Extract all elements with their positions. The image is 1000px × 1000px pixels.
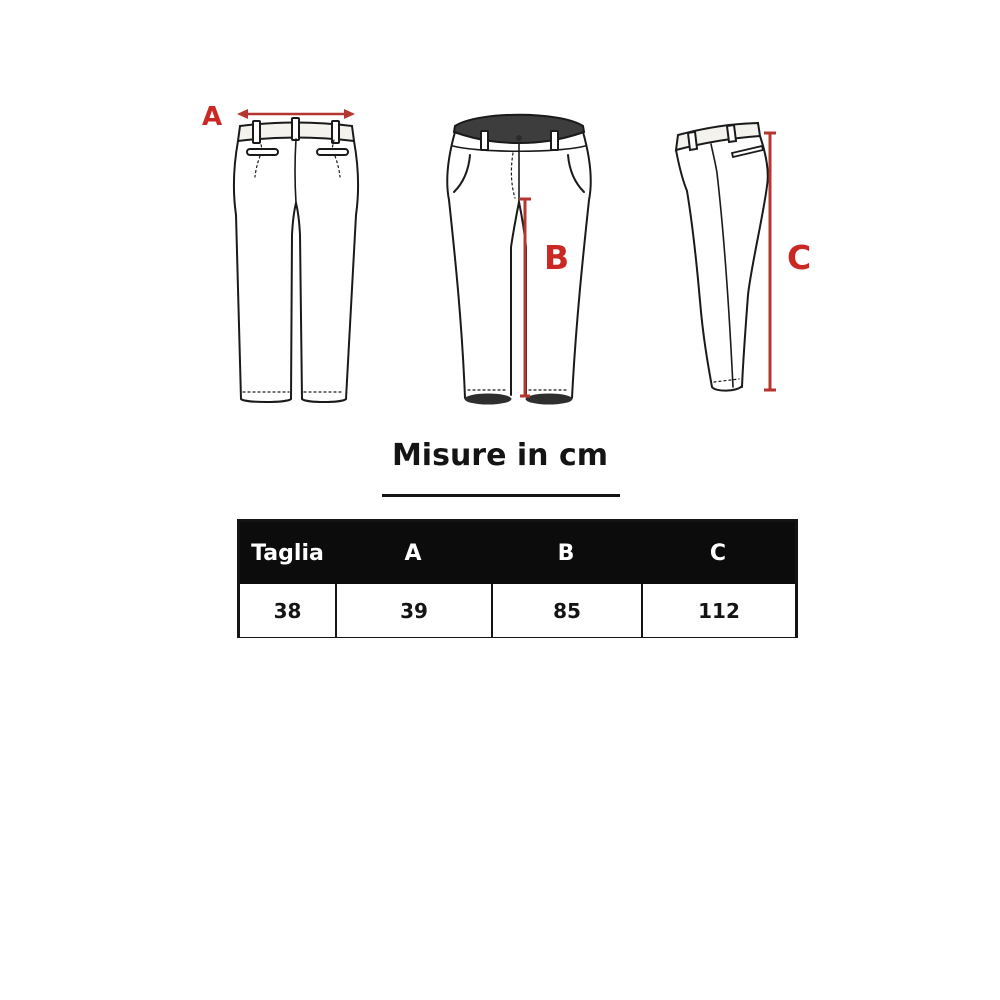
- value-c: 112: [641, 584, 795, 637]
- front-left-inner: [511, 202, 519, 395]
- front-belt-loop: [551, 131, 558, 150]
- front-fly-stitch: [511, 153, 515, 198]
- pants-front-view-drawing: [440, 95, 620, 410]
- side-belt-loop: [727, 125, 736, 142]
- back-belt-loop: [332, 121, 339, 143]
- front-left-outer: [447, 132, 465, 398]
- size-table-data-row: [240, 584, 795, 637]
- back-pocket-welt: [247, 149, 278, 155]
- back-belt-loop: [292, 118, 299, 140]
- side-pocket-welt: [732, 146, 763, 157]
- title-underline: [382, 494, 620, 497]
- front-button: [516, 135, 522, 141]
- header-c: C: [709, 540, 727, 566]
- measure-b-line: [519, 199, 531, 396]
- side-hem-stitch: [714, 379, 739, 382]
- front-pocket-right: [568, 155, 584, 192]
- value-b: 85: [491, 584, 641, 637]
- front-belt-loop: [481, 131, 488, 150]
- front-right-outer: [572, 132, 591, 398]
- back-center-seam: [295, 139, 296, 203]
- side-crease: [711, 144, 733, 387]
- header-a: A: [404, 540, 422, 566]
- front-hem-left: [465, 394, 512, 405]
- back-left-leg: [234, 141, 296, 402]
- measure-label-a: A: [202, 102, 223, 132]
- side-back-edge: [742, 136, 768, 387]
- side-belt-loop: [688, 132, 697, 150]
- measure-c-line: [764, 133, 776, 390]
- header-b: B: [557, 540, 575, 566]
- front-hem-right: [526, 394, 573, 405]
- pants-back-view-drawing: [200, 95, 380, 410]
- page-title: Misure in cm: [391, 438, 609, 473]
- size-table-header-row: [240, 522, 795, 584]
- back-right-leg: [296, 141, 358, 402]
- back-belt-loop: [253, 121, 260, 143]
- front-pocket-left: [454, 155, 470, 192]
- value-taglia: 38: [273, 598, 302, 623]
- value-a: 39: [335, 584, 491, 637]
- size-table: [237, 519, 798, 638]
- measure-label-c: C: [787, 238, 812, 277]
- back-pocket-welt: [317, 149, 348, 155]
- header-taglia: Taglia: [251, 540, 324, 566]
- measure-label-b: B: [544, 238, 570, 277]
- side-hem: [712, 386, 742, 391]
- side-front-edge: [676, 150, 712, 387]
